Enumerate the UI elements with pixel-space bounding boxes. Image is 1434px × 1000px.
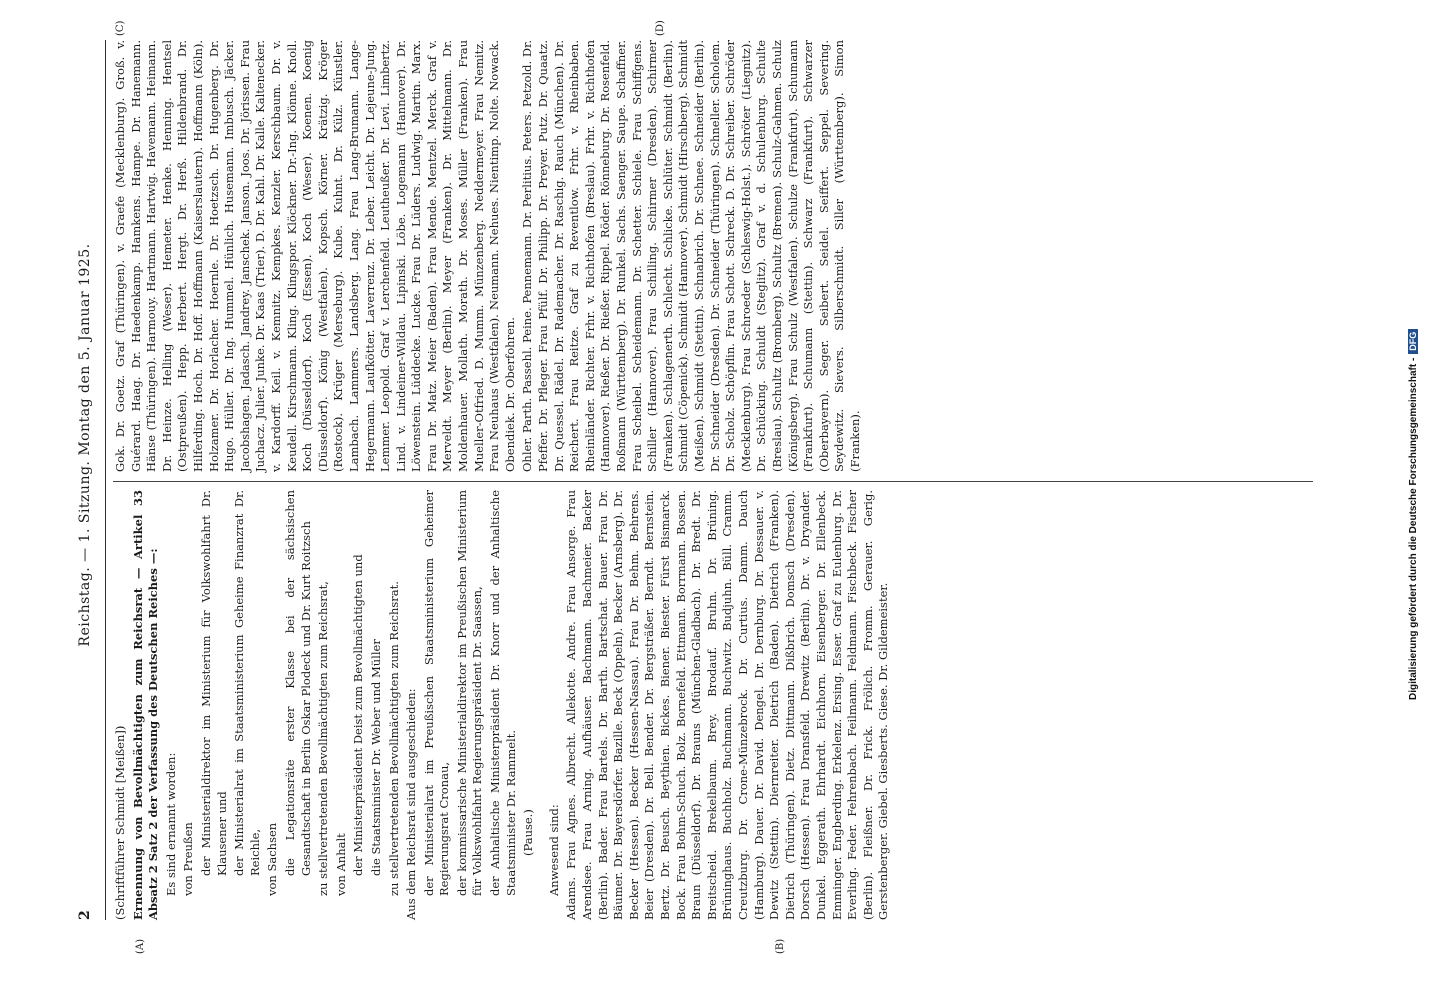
appointee-role-1: zu stellvertretenden Bevollmächtigten zum Reichsrat, (316, 581, 331, 896)
present-intro: Anwesend sind: (546, 804, 561, 896)
column-divider (113, 481, 1313, 482)
state-anhalt: von Anhalt (333, 833, 348, 896)
appointee-5: die Staatsminister Dr. Weber und Müller (368, 639, 383, 876)
margin-mark-b: (B) (775, 938, 786, 954)
appointee-1: der Ministerialdirektor im Ministerium für Volkswohlfahrt Dr. Klausener und (198, 490, 229, 876)
page-header (75, 40, 101, 920)
dfg-logo: DFG (1408, 329, 1418, 354)
left-column (113, 490, 894, 920)
appointment-intro: Es sind ernannt worden: (163, 752, 178, 896)
appointee-3: die Legationsräte erster Klasse bei der sächsischen Gesandtschaft in Berlin Oskar Plodeck und Dr. Kurt Roitzsch (282, 490, 313, 876)
right-column (113, 40, 866, 472)
present-names-b: Gok. Dr. Goetz. Graf (Thüringen). v. Graefe (Mecklenburg). Groß. v. Guérard. Haag. Dr. Haedenkamp. Hamkens. Hampe. Dr. Hanemann. Hänse (Thüringen). Harmouy. Hartmann. Hartwig. Havemann. Heimann. Dr. Heinze. Helling (Weser). Hemeter. Henke. Henning. Hentsel (Ostpreußen). Hepp. Herbert. Hergt. Dr. Herß. Hildenbrand. Dr. Hilferding. Hoch. Dr. Hoff. Hoffmann (Kaiserslautern). Hoffmann (Köln). Holzamer. Dr. Horlacher. Hoernle. Dr. Hoetzsch. Dr. Hugenberg. Dr. Hugo. Hüller. Dr. Ing. Hummel. Hünlich. Husemann. Imbusch. Jäcker. Jacobshagen. Jadasch. Jandrey. Janschek. Janson. Joos. Dr. Jörissen. Frau Juchacz. Julier. Junke. Dr. Kaas (Trier). D. Dr. Kahl. Dr. Kalle. Kaltenecker. v. Kardorff. Keil. v. Kemnitz. Kempkes. Kenzler. Kerschbaum. Dr. v. Keudell. Kirschmann. Kling. Klingspor. Klöckner. Dr.-Ing. Klönne. Knoll. Koch (Düsseldorf). Koch (Essen). Koch (Weser). Koenen. Koenig (Düsseldorf). König (Westfalen). Kopsch. Körner. Krätzig. Kröger (Rostock). Krüger (Merseburg). Kube. Kuhnt. Dr. Külz. Künstler. Lambach. Lammers. Landsberg. Lang. Frau Lang-Brumann. Lange-Hegermann. Laufkötter. Laverrenz. Dr. Leber. Leicht. Dr. Lejeune-Jung. Lemmer. Leopold. Graf v. Lerchenfeld. Leutheußer. Dr. Levi. Limbertz. Lind. v. Lindeiner-Wildau. Lipinski. Löbe. Logemann (Hannover). Dr. Löwenstein. Lüddecke. Lucke. Frau Dr. Lüders. Ludwig. Martin. Marx. Frau Dr. Matz. Meier (Baden). Frau Mende. Mentzel. Merck. Graf v. Merveldt. Meyer (Berlin). Meyer (Franken). Dr. Mittelmann. Dr. Moldenhauer. Mollath. Morath. Dr. Moses. Müller (Franken). Frau Mueller-Otfried. D. Mumm. Münzenberg. Neddermeyer. Frau Nemitz. Frau Neuhaus (Westfalen). Neumann. Nehues. Nientimp. Nolte. Nowack. Obendiek. Dr. Oberfohren. (113, 40, 517, 472)
state-prussia: von Preußen (181, 822, 196, 896)
page-title: Reichstag. — 1. Sitzung. Montag den 5. Januar 1925. (77, 243, 93, 647)
appointee-4: der Ministerpräsident Deist zum Bevollmächtigten und (351, 554, 366, 876)
pause-note: (Pause.) (521, 809, 536, 856)
appointment-heading: Ernennung von Bevollmächtigten zum Reichsrat — Artikel 33 Absatz 2 Satz 2 der Verfassung des Deutschen Reiches —: (130, 490, 161, 920)
funding-text: Digitalisierung gefördert durch die Deutsche Forschungsgemeinschaft - (1408, 357, 1419, 700)
departed-intro: Aus dem Reichsrat sind ausgeschieden: (404, 688, 419, 920)
state-saxony: von Sachsen (265, 822, 280, 896)
present-names-a: Adams. Frau Agnes. Albrecht. Allekotte. Andre. Frau Ansorge. Frau Arendsee. Frau Arning. Aufhäuser. Bachmann. Bachmeier. Backer (Berlin). Bader. Frau Bartels. Dr. Barth. Bartschat. Bauer. Frau Dr. Bäumer. Dr. Bayersdörfer. Bazille. Beck (Oppeln). Becker (Arnsberg). Dr. Becker (Hessen). Becker (Hessen-Nassau). Frau Dr. Behm. Behrens. Beier (Dresden). Dr. Bell. Bender. Dr. Bergsträßer. Berndt. Bernstein. Bertz. Dr. Beusch. Beythien. Bickes. Biener. Biester. Fürst Bismarck. Bock. Frau Bohm-Schuch. Bolz. Bornefeld. Ettmann. Borrmann. Bossen. Braun (Düsseldorf). Dr. Brauns (München-Gladbach). Dr. Bredt. Dr. Breitscheid. Brekelbaum. Brey. Brodauf. Bruhn. Dr. Brüning. Brüninghaus. Buchholz. Buchmann. Buchwitz. Budjuhn. Büll. Cramm. Creutzburg. Dr. Crone-Münzebrock. Dr. Curtius. Damm. Dauch (Hamburg). Dauer. Dr. David. Dengel. Dr. Dernburg. Dr. Dessauer. v. Dewitz (Stettin). Diernreiter. Dietrich (Baden). Dietrich (Franken). Dietrich (Thüringen). Dietz. Dittmann. Dißbrich. Domsch (Dresden). Dorsch (Hessen). Frau Dransfeld. Drewitz (Berlin). Dr. v. Dryander. Dunkel. Eggerath. Ehrhardt. Eichhorn. Eisenberger. Dr. Ellenbeck. Emminger. Engberding. Erkelenz. Ersing. Esser. Graf zu Eulenburg. Dr. Everling. Feder. Fehrenbach. Feilmann. Feldmann. Fischbeck. Fischer (Berlin). Fleißner. Dr. Frick. Frölich. Fromm. Gerauer. Gerig. Gerstenberger. Giebel. Giesberts. Giese. Dr. Gildemeister. (564, 490, 891, 920)
header-rule (105, 40, 106, 920)
margin-mark-d: (D) (655, 20, 666, 36)
margin-mark-c: (C) (115, 20, 126, 36)
appointee-role-2: zu stellvertretenden Bevollmächtigten zum Reichsrat. (386, 581, 401, 896)
funding-note (1408, 10, 1419, 700)
departed-1: der Ministerialrat im Preußischen Staatsministerium Geheimer Regierungsrat Cronau, (421, 490, 452, 896)
sidebar (1408, 10, 1428, 700)
departed-2: der kommissarische Ministerialdirektor im Preußischen Ministerium für Volkswohlfahrt Regierungspräsident Dr. Saassen, (454, 490, 485, 896)
present-names-c: Ohler. Parth. Passehl. Peine. Pennemann. Dr. Perlitius. Peters. Petzold. Dr. Pfeffer. Dr. Pfleger. Frau Pfülf. Dr. Philipp. Dr. Preyer. Putz. Dr. Quaatz. Dr. Quessel. Rädel. Dr. Rademacher. Dr. Raschig. Rauch (München). Dr. Reichert. Frau Reitze. Graf zu Reventlow. Frhr. v. Rheinbaben. Rheinländer. Richter. Frhr. v. Richthofen (Breslau). Frhr. v. Richthofen (Hannover). Rießer. Dr. Rießer. Rippel. Röder. Rönneburg. Dr. Rosenfeld. Roßmann (Württemberg). Dr. Runkel. Sachs. Saenger. Saupe. Schaffner. Frau Scheibel. Scheidemann. Dr. Schetter. Schiele. Frau Schiffgens. Schiller (Hannover). Frau Schilling. Schirmer (Dresden). Schirmer (Franken). Schlagenerth. Schlecht. Schlicke. Schlüter. Schmidt (Berlin). Schmidt (Cöpenick). Schmidt (Hannover). Schmidt (Hirschberg). Schmidt (Meißen). Schmidt (Stettin). Schnabrich. Dr. Schnee. Schneider (Berlin). Dr. Schneider (Dresden). Dr. Schneider (Thüringen). Schneller. Scholem. Dr. Scholz. Schöpflin. Frau Schott. Schreck. D. Dr. Schreiber. Schröder (Mecklenburg). Frau Schroeder (Schleswig-Holst.). Schröter (Liegnitz). Dr. Schücking. Schuldt (Steglitz). Graf v. d. Schulenburg. Schulte (Breslau). Schultz (Bromberg). Schultz (Bremen). Schulz-Gahmen. Schulz (Königsberg). Frau Schulz (Westfalen). Schulze (Frankfurt). Schumann (Frankfurt). Schumann (Stettin). Schwarz (Frankfurt). Schwarzer (Oberbayern). Seger. Seibert. Seidel. Seiffert. Seppel. Severing. Seydewitz. Sievers. Silberschmidt. Siller (Württemberg). Simon (Franken). (520, 40, 862, 472)
page-number: 2 (77, 910, 93, 920)
document-page (75, 20, 1335, 954)
appointee-2: der Ministerialrat im Staatsministerium Geheime Finanzrat Dr. Reichle, (232, 490, 262, 876)
departed-3: der Anhaltische Ministerpräsident Dr. Knorr und der Anhaltische Staatsminister Dr. Rammelt. (488, 490, 518, 896)
speaker-line: (Schriftführer Schmidt [Meißen]) (113, 725, 127, 920)
margin-mark-a: (A) (135, 938, 146, 954)
